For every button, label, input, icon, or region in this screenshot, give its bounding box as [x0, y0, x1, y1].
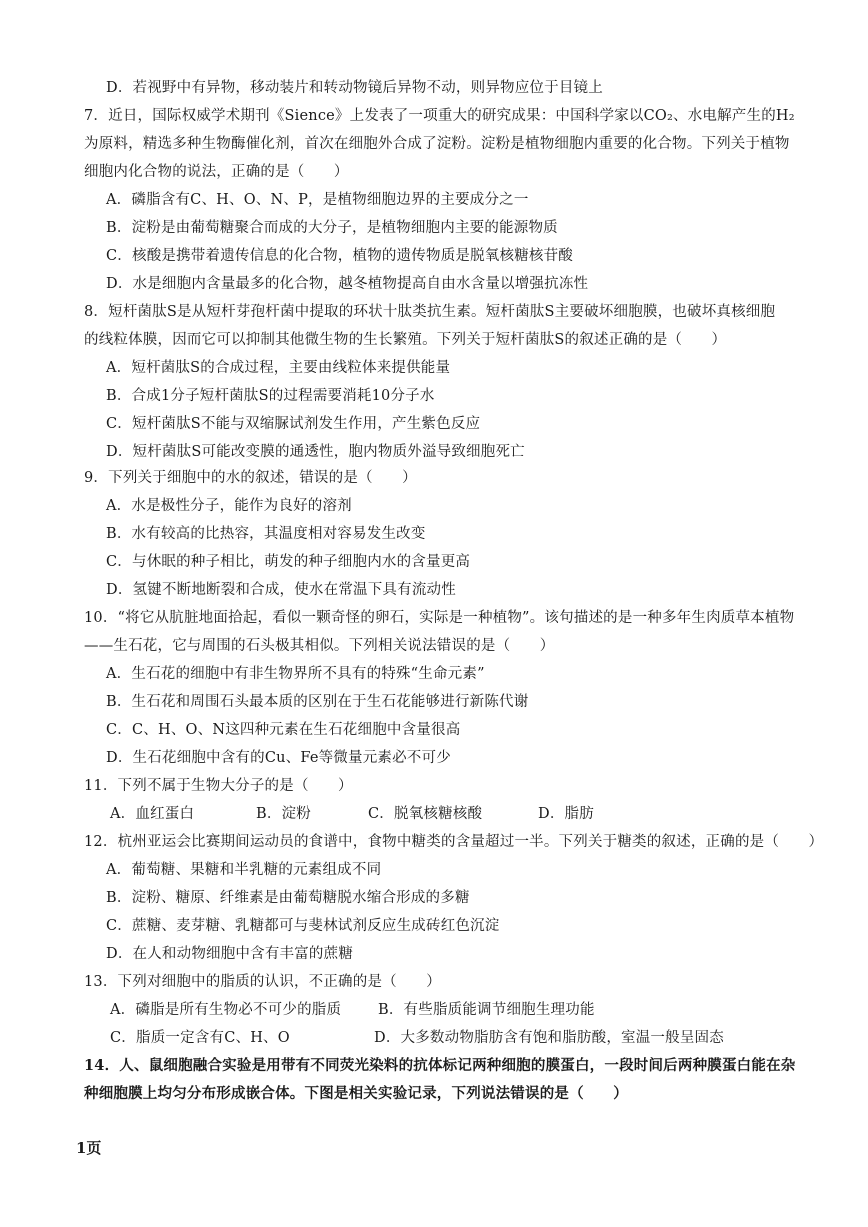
q10-stem-line2: ——生石花，它与周围的石头极其相似。下列相关说法错误的是（ ）	[84, 638, 555, 654]
page-number: 1页	[76, 1139, 102, 1157]
q13-option-a: A．磷脂是所有生物必不可少的脂质	[110, 1002, 342, 1018]
q7-option-d: D．水是细胞内含量最多的化合物，越冬植物提高自由水含量以增强抗冻性	[106, 276, 589, 292]
q11-options-row	[110, 804, 790, 824]
q8-stem-line2: 的线粒体膜，因而它可以抑制其他微生物的生长繁殖。下列关于短杆菌肽S的叙述正确的是（ ）	[84, 332, 727, 348]
q7-stem-line1: 7．近日，国际权威学术期刊《Sience》上发表了一项重大的研究成果：中国科学家以CO₂、水电解产生的H₂	[84, 108, 795, 124]
q10-stem-line1: 10．“将它从肮脏地面拾起，看似一颗奇怪的卵石，实际是一种植物”。该句描述的是一种多年生肉质草本植物	[84, 610, 795, 626]
q11-option-d: D．脂肪	[538, 806, 594, 822]
q9-option-d: D．氢键不断地断裂和合成，使水在常温下具有流动性	[106, 582, 456, 598]
q13-option-b: B．有些脂质能调节细胞生理功能	[378, 1002, 595, 1018]
q9-stem: 9．下列关于细胞中的水的叙述，错误的是（ ）	[84, 470, 417, 486]
q11-option-a: A．血红蛋白	[110, 806, 195, 822]
q11-option-b: B．淀粉	[256, 806, 311, 822]
q7-stem-line3: 细胞内化合物的说法，正确的是（ ）	[84, 164, 349, 180]
q12-stem: 12．杭州亚运会比赛期间运动员的食谱中，食物中糖类的含量超过一半。下列关于糖类的叙述，正确的是（ ）	[84, 834, 824, 850]
q10-option-c: C．C、H、O、N这四种元素在生石花细胞中含量很高	[106, 722, 461, 738]
q12-option-b: B．淀粉、糖原、纤维素是由葡萄糖脱水缩合形成的多糖	[106, 890, 470, 906]
q7-option-a: A．磷脂含有C、H、O、N、P，是植物细胞边界的主要成分之一	[106, 192, 529, 208]
q13-option-d: D．大多数动物脂肪含有饱和脂肪酸，室温一般呈固态	[374, 1030, 724, 1046]
q9-option-b: B．水有较高的比热容，其温度相对容易发生改变	[106, 526, 426, 542]
q6-option-d: D．若视野中有异物，移动装片和转动物镜后异物不动，则异物应位于目镜上	[106, 80, 603, 96]
q12-option-a: A．葡萄糖、果糖和半乳糖的元素组成不同	[106, 862, 382, 878]
q8-option-b: B．合成1分子短杆菌肽S的过程需要消耗10分子水	[106, 388, 435, 404]
q11-stem: 11．下列不属于生物大分子的是（ ）	[84, 778, 353, 794]
q11-option-c: C．脱氧核糖核酸	[368, 806, 483, 822]
q10-option-a: A．生石花的细胞中有非生物界所不具有的特殊“生命元素”	[106, 666, 485, 682]
q7-option-b: B．淀粉是由葡萄糖聚合而成的大分子，是植物细胞内主要的能源物质	[106, 220, 558, 236]
q13-options-row2	[110, 1028, 790, 1048]
q9-option-c: C．与休眠的种子相比，萌发的种子细胞内水的含量更高	[106, 554, 471, 570]
q13-stem: 13．下列对细胞中的脂质的认识，不正确的是（ ）	[84, 974, 441, 990]
q9-option-a: A．水是极性分子，能作为良好的溶剂	[106, 498, 352, 514]
q7-option-c: C．核酸是携带着遗传信息的化合物，植物的遗传物质是脱氧核糖核苷酸	[106, 248, 573, 264]
q13-option-c: C．脂质一定含有C、H、O	[110, 1030, 290, 1046]
q8-stem-line1: 8．短杆菌肽S是从短杆芽孢杆菌中提取的环状十肽类抗生素。短杆菌肽S主要破坏细胞膜，也破坏真核细胞	[84, 304, 776, 320]
q10-option-b: B．生石花和周围石头最本质的区别在于生石花能够进行新陈代谢	[106, 694, 529, 710]
q14-stem-line2: 种细胞膜上均匀分布形成嵌合体。下图是相关实验记录，下列说法错误的是（ ）	[84, 1085, 628, 1102]
q8-option-a: A．短杆菌肽S的合成过程，主要由线粒体来提供能量	[106, 360, 451, 376]
q12-option-c: C．蔗糖、麦芽糖、乳糖都可与斐林试剂反应生成砖红色沉淀	[106, 918, 500, 934]
q8-option-d: D．短杆菌肽S可能改变膜的通透性，胞内物质外溢导致细胞死亡	[106, 444, 525, 460]
q14-stem-line1: 14．人、鼠细胞融合实验是用带有不同荧光染料的抗体标记两种细胞的膜蛋白，一段时间后两种膜蛋白能在杂	[84, 1057, 796, 1074]
q7-stem-line2: 为原料，精选多种生物酶催化剂，首次在细胞外合成了淀粉。淀粉是植物细胞内重要的化合物。下列关于植物	[84, 136, 790, 152]
q12-option-d: D．在人和动物细胞中含有丰富的蔗糖	[106, 946, 354, 962]
q10-option-d: D．生石花细胞中含有的Cu、Fe等微量元素必不可少	[106, 750, 451, 766]
q8-option-c: C．短杆菌肽S不能与双缩脲试剂发生作用，产生紫色反应	[106, 416, 481, 432]
q13-options-row1	[110, 1000, 790, 1020]
